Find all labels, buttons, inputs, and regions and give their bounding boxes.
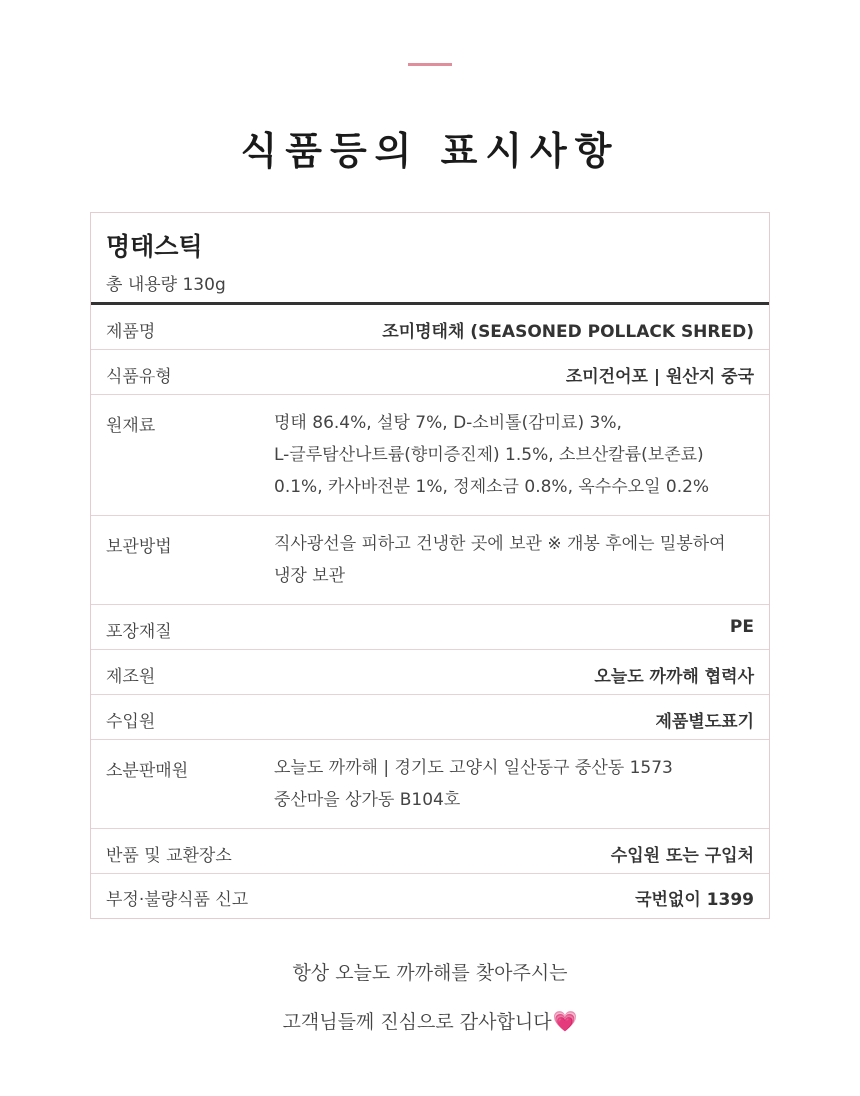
row-value: 제품별도표기 xyxy=(655,712,754,732)
closing-message-line1: 항상 오늘도 까까해를 찾아주시는 xyxy=(292,962,568,984)
row-distributor xyxy=(91,740,769,829)
row-label: 부정·불량식품 신고 xyxy=(106,890,249,910)
ingredients-line: 명태 86.4%, 설탕 7%, D-소비톨(감미료) 3%, xyxy=(274,413,622,433)
net-content: 총 내용량 130g xyxy=(106,275,226,295)
row-storage xyxy=(91,516,769,605)
storage-line: 냉장 보관 xyxy=(274,566,346,586)
row-report xyxy=(91,874,769,918)
row-value: 오늘도 까까해 협력사 xyxy=(594,667,754,687)
row-ingredients xyxy=(91,395,769,516)
row-value-block xyxy=(274,407,749,503)
row-label: 소분판매원 xyxy=(106,761,189,781)
row-value-block xyxy=(274,752,749,816)
heart-icon: 💗 xyxy=(552,1009,578,1033)
row-value: 국번없이 1399 xyxy=(635,890,754,910)
food-label-table xyxy=(90,212,770,919)
row-label: 제품명 xyxy=(106,322,156,342)
row-label: 포장재질 xyxy=(106,622,172,642)
row-product-name xyxy=(91,305,769,350)
product-name: 명태스틱 xyxy=(106,232,203,261)
row-label: 원재료 xyxy=(106,416,156,436)
closing-text: 고객님들께 진심으로 감사합니다 xyxy=(282,1011,552,1033)
distributor-line: 오늘도 까까해 | 경기도 고양시 일산동구 중산동 1573 xyxy=(274,758,673,778)
storage-line: 직사광선을 피하고 건냉한 곳에 보관 ※ 개봉 후에는 밀봉하여 xyxy=(274,534,726,554)
row-label: 제조원 xyxy=(106,667,156,687)
row-label: 식품유형 xyxy=(106,367,172,387)
page-title: 식품등의 표시사항 xyxy=(240,129,620,173)
row-label: 반품 및 교환장소 xyxy=(106,846,232,866)
row-value-block xyxy=(274,528,749,592)
row-value: 조미명태채 (SEASONED POLLACK SHRED) xyxy=(382,322,754,342)
closing-message-line2 xyxy=(0,1007,860,1034)
row-importer xyxy=(91,695,769,740)
row-value: PE xyxy=(729,617,754,637)
row-return-place xyxy=(91,829,769,874)
row-value: 조미건어포 | 원산지 중국 xyxy=(565,367,754,387)
row-label: 보관방법 xyxy=(106,537,172,557)
ingredients-line: L-글루탐산나트륨(향미증진제) 1.5%, 소브산칼륨(보존료) xyxy=(274,445,704,465)
row-value: 수입원 또는 구입처 xyxy=(610,846,754,866)
product-header xyxy=(91,213,769,305)
ingredients-line: 0.1%, 카사바전분 1%, 정제소금 0.8%, 옥수수오일 0.2% xyxy=(274,477,710,497)
row-label: 수입원 xyxy=(106,712,156,732)
row-packaging xyxy=(91,605,769,650)
distributor-line: 중산마을 상가동 B104호 xyxy=(274,790,461,810)
accent-divider xyxy=(408,63,452,66)
row-manufacturer xyxy=(91,650,769,695)
row-food-type xyxy=(91,350,769,395)
